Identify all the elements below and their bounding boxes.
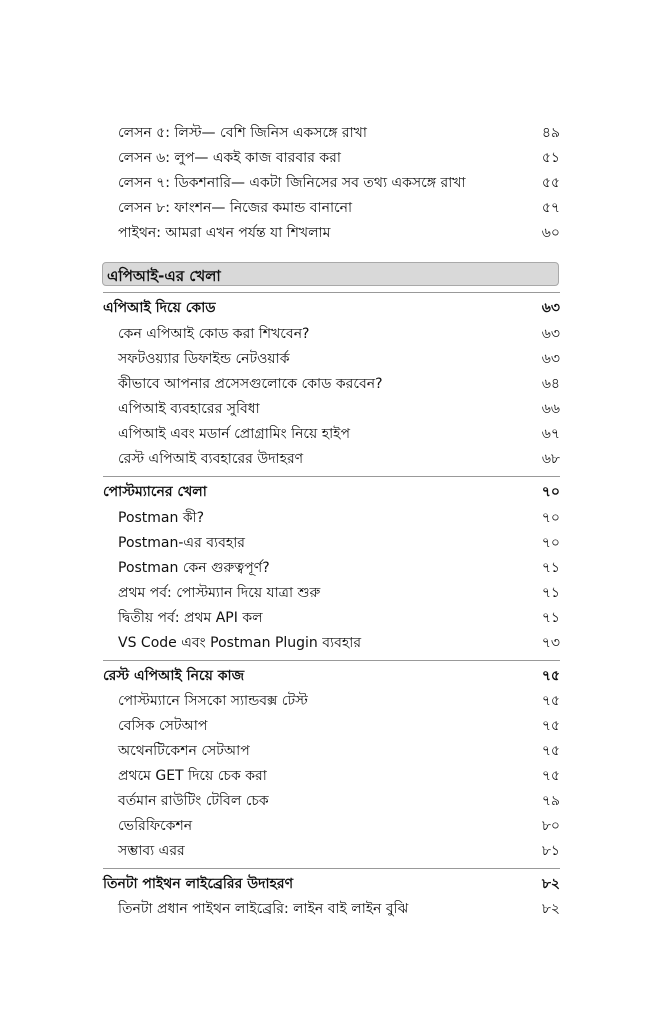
toc-entry-page: ৪৯: [541, 125, 560, 141]
toc-entry-page: ৫১: [541, 150, 560, 166]
toc-chapter-title: তিনটা পাইথন লাইব্রেরির উদাহরণ: [103, 876, 294, 892]
toc-entry-title: VS Code এবং Postman Plugin ব্যবহার: [118, 635, 362, 651]
toc-entry-page: ৭৫: [541, 693, 560, 709]
toc-entry-title: Postman কী?: [118, 510, 205, 526]
toc-entry-page: ৬৬: [541, 401, 560, 417]
toc-entry-page: ৭৫: [541, 768, 560, 784]
toc-entry-title: তিনটা প্রধান পাইথন লাইব্রেরি: লাইন বাই লাইন বুঝি: [118, 901, 409, 917]
toc-entry-page: ৫৭: [541, 200, 560, 216]
toc-entry-title: লেসন ৫: লিস্ট— বেশি জিনিস একসঙ্গে রাখা: [118, 125, 367, 141]
toc-entry-page: ৮০: [541, 818, 560, 834]
toc-entry-page: ৭০: [541, 510, 560, 526]
toc-entry-page: ৭৫: [541, 743, 560, 759]
toc-entry-page: ৬৮: [541, 451, 560, 467]
toc-entry-page: ৭১: [541, 610, 560, 626]
toc-entry-title: বর্তমান রাউটিং টেবিল চেক: [118, 793, 269, 809]
toc-chapter-page: ৭০: [541, 484, 560, 500]
toc-entry-title: লেসন ৭: ডিকশনারি— একটা জিনিসের সব তথ্য একসঙ্গে রাখা: [118, 175, 466, 191]
divider: [103, 660, 560, 661]
toc-entry-title: লেসন ৬: লুপ— একই কাজ বারবার করা: [118, 150, 341, 166]
toc-chapter-title: এপিআই দিয়ে কোড: [103, 300, 216, 316]
toc-entry-title: কেন এপিআই কোড করা শিখবেন?: [118, 326, 310, 342]
toc-entry-title: Postman-এর ব্যবহার: [118, 535, 245, 551]
toc-entry-title: সফটওয়্যার ডিফাইন্ড নেটওয়ার্ক: [118, 351, 290, 367]
toc-entry-page: ৭১: [541, 585, 560, 601]
divider: [103, 292, 560, 293]
toc-entry-title: সম্ভাব্য এরর: [118, 843, 185, 859]
toc-entry-page: ৮২: [541, 901, 560, 917]
toc-entry-title: পোস্টম্যানে সিসকো স্যান্ডবক্স টেস্ট: [118, 693, 308, 709]
toc-chapter-title: রেস্ট এপিআই নিয়ে কাজ: [103, 668, 245, 684]
part-heading: [102, 262, 559, 286]
toc-entry-title: দ্বিতীয় পর্ব: প্রথম API কল: [118, 610, 263, 626]
toc-entry-title: এপিআই ব্যবহারের সুবিধা: [118, 401, 260, 417]
toc-entry-title: কীভাবে আপনার প্রসেসগুলোকে কোড করবেন?: [118, 376, 383, 392]
toc-entry-page: ৬৩: [541, 351, 560, 367]
toc-entry-title: লেসন ৮: ফাংশন— নিজের কমান্ড বানানো: [118, 200, 353, 216]
toc-entry-title: এপিআই এবং মডার্ন প্রোগ্রামিং নিয়ে হাইপ: [118, 426, 350, 442]
toc-chapter-page: ৬৩: [541, 300, 560, 316]
toc-chapter-title: পোস্টম্যানের খেলা: [103, 484, 207, 500]
toc-entry-page: ৭৯: [541, 793, 560, 809]
toc-entry-page: ৭১: [541, 560, 560, 576]
toc-entry-page: ৬৩: [541, 326, 560, 342]
toc-entry-page: ৭৩: [541, 635, 560, 651]
toc-entry-title: Postman কেন গুরুত্বপূর্ণ?: [118, 560, 270, 576]
toc-entry-title: রেস্ট এপিআই ব্যবহারের উদাহরণ: [118, 451, 304, 467]
toc-entry-title: প্রথম পর্ব: পোস্টম্যান দিয়ে যাত্রা শুরু: [118, 585, 321, 601]
toc-entry-title: ভেরিফিকেশন: [118, 818, 193, 834]
toc-entry-page: ৫৫: [541, 175, 560, 191]
divider: [103, 476, 560, 477]
toc-entry-page: ৮১: [541, 843, 560, 859]
toc-entry-title: প্রথমে GET দিয়ে চেক করা: [118, 768, 267, 784]
toc-entry-page: ৬০: [541, 225, 560, 241]
toc-entry-page: ৭৫: [541, 718, 560, 734]
part-title: এপিআই-এর খেলা: [107, 267, 221, 285]
toc-entry-title: পাইথন: আমরা এখন পর্যন্ত যা শিখলাম: [118, 225, 331, 241]
toc-entry-page: ৭০: [541, 535, 560, 551]
toc-entry-page: ৬৪: [541, 376, 560, 392]
toc-entry-page: ৬৭: [541, 426, 560, 442]
divider: [103, 868, 560, 869]
toc-entry-title: বেসিক সেটআপ: [118, 718, 208, 734]
toc-chapter-page: ৭৫: [541, 668, 560, 684]
toc-chapter-page: ৮২: [541, 876, 560, 892]
toc-entry-title: অথেনটিকেশন সেটআপ: [118, 743, 250, 759]
